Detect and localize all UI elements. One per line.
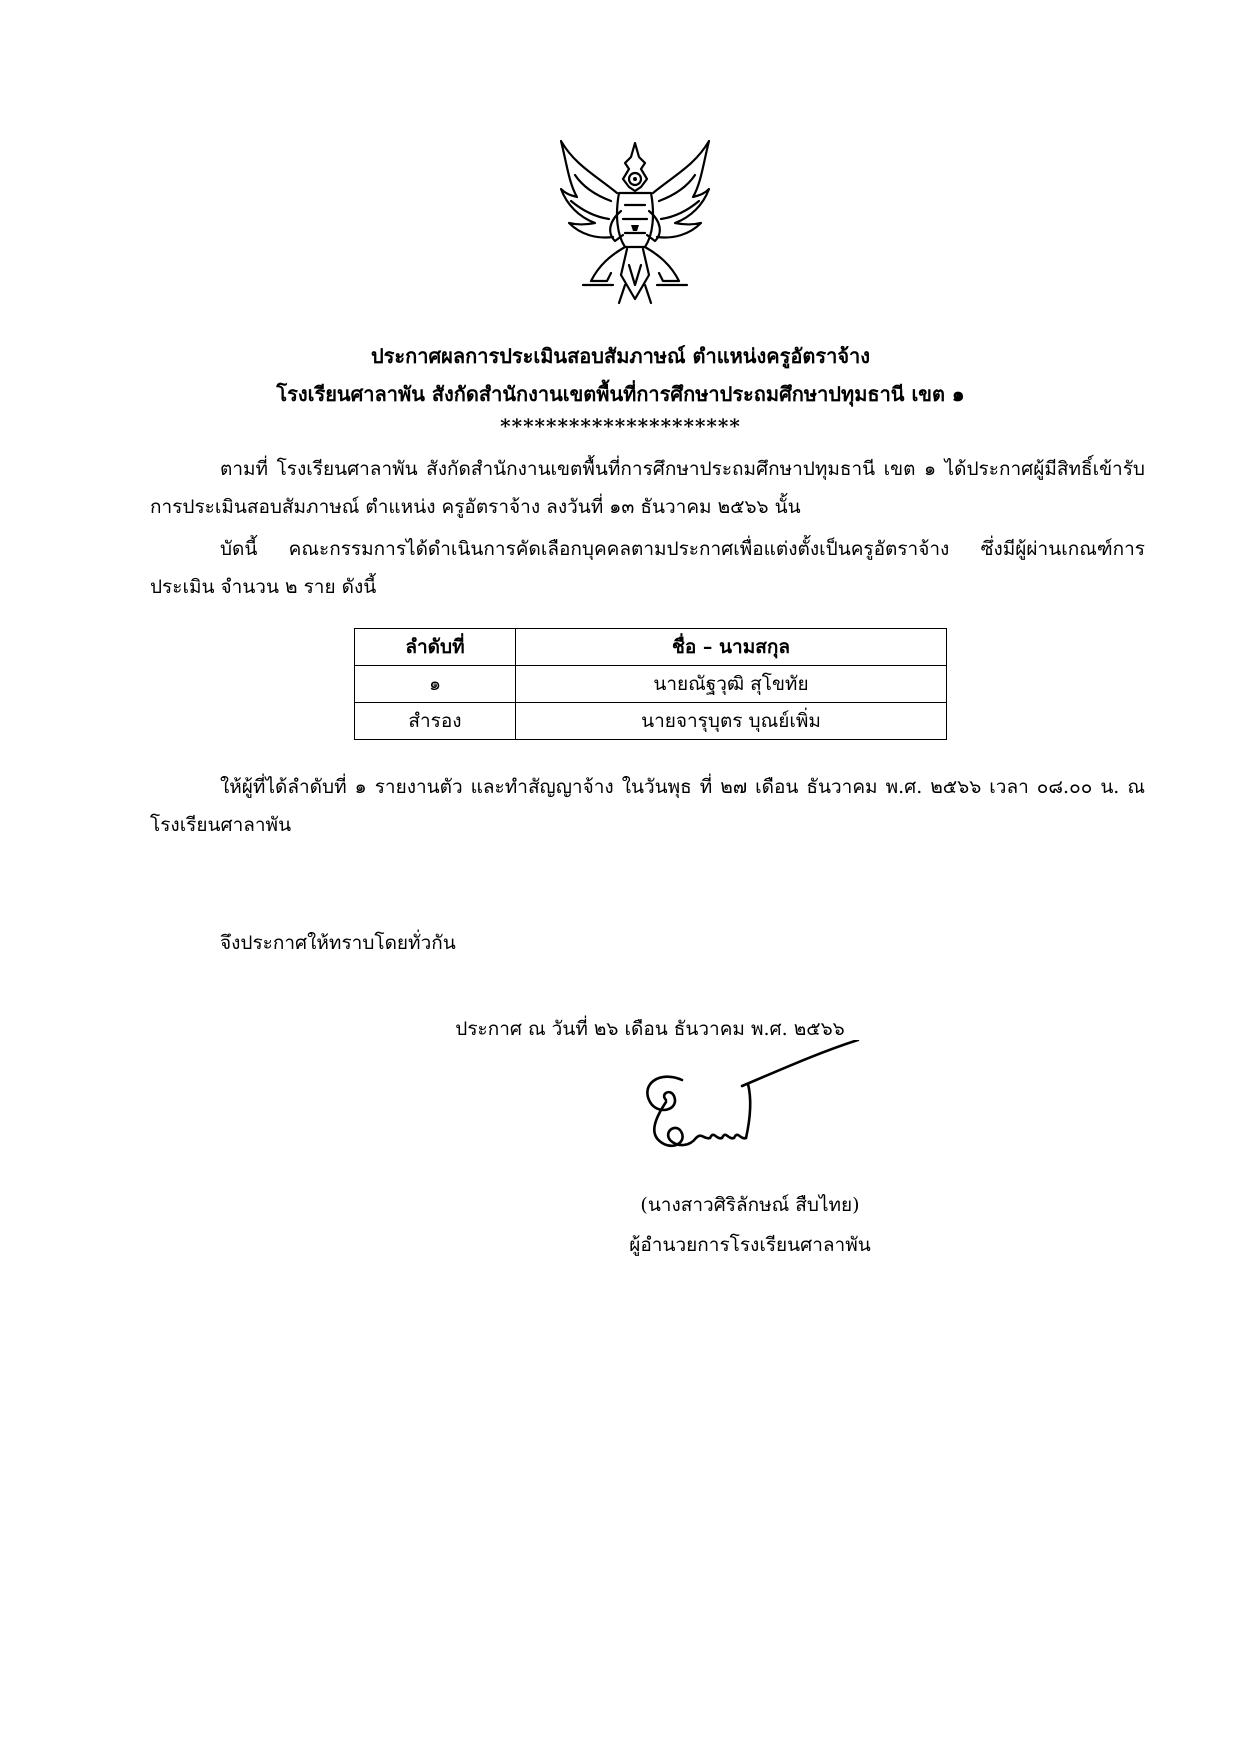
header-name: ชื่อ – นามสกุล — [516, 629, 947, 666]
body-paragraph-1 — [150, 450, 1145, 526]
table-row — [355, 703, 947, 740]
results-table — [354, 628, 947, 740]
body-paragraph-2 — [150, 530, 1145, 606]
cell-name: นายณัฐวุฒิ สุโขทัย — [516, 666, 947, 703]
garuda-emblem-icon — [555, 135, 715, 310]
cell-rank: ๑ — [355, 666, 516, 703]
title-separator: ********************* — [500, 414, 741, 438]
paragraph-1-text: ตามที่ โรงเรียนศาลาพัน สังกัดสำนักงานเขตพื้นที่การศึกษาประถมศึกษาปทุมธานี เขต ๑ ได้ประกาศผู้มีสิทธิ์เข้ารับการประเมินสอบสัมภาษณ์ ตำแหน่ง ครูอัตราจ้าง ลงวันที่ ๑๓ ธันวาคม ๒๕๖๖ นั้น — [150, 458, 1145, 518]
announcement-title: ประกาศผลการประเมินสอบสัมภาษณ์ ตำแหน่งครูอัตราจ้าง — [370, 344, 871, 368]
cell-rank: สำรอง — [355, 703, 516, 740]
paragraph-3-text: ให้ผู้ที่ได้ลำดับที่ ๑ รายงานตัว และทำสัญญาจ้าง ในวันพุธ ที่ ๒๗ เดือน ธันวาคม พ.ศ. ๒๕๖๖ เวลา ๐๘.๐๐ น. ณ โรงเรียนศาลาพัน — [150, 776, 1145, 836]
table-row — [355, 666, 947, 703]
body-paragraph-3 — [150, 768, 1145, 844]
signer-position: ผู้อำนวยการโรงเรียนศาลาพัน — [629, 1234, 871, 1256]
cell-name: นายจารุบุตร บุณย์เพิ่ม — [516, 703, 947, 740]
paragraph-2-text: บัดนี้ คณะกรรมการได้ดำเนินการคัดเลือกบุคคลตามประกาศเพื่อแต่งตั้งเป็นครูอัตราจ้าง ซึ่งมีผู้ผ่านเกณฑ์การประเมิน จำนวน ๒ ราย ดังนี้ — [150, 538, 1145, 598]
table-header-row — [355, 629, 947, 666]
header-rank: ลำดับที่ — [355, 629, 516, 666]
announcement-subtitle: โรงเรียนศาลาพัน สังกัดสำนักงานเขตพื้นที่การศึกษาประถมศึกษาปทุมธานี เขต ๑ — [276, 382, 965, 406]
closing-statement: จึงประกาศให้ทราบโดยทั่วกัน — [220, 932, 456, 954]
signer-name: (นางสาวศิริลักษณ์ สืบไทย) — [640, 1194, 860, 1216]
signature-icon — [630, 1040, 870, 1170]
announcement-date: ประกาศ ณ วันที่ ๒๖ เดือน ธันวาคม พ.ศ. ๒๕๖๖ — [455, 1018, 845, 1040]
